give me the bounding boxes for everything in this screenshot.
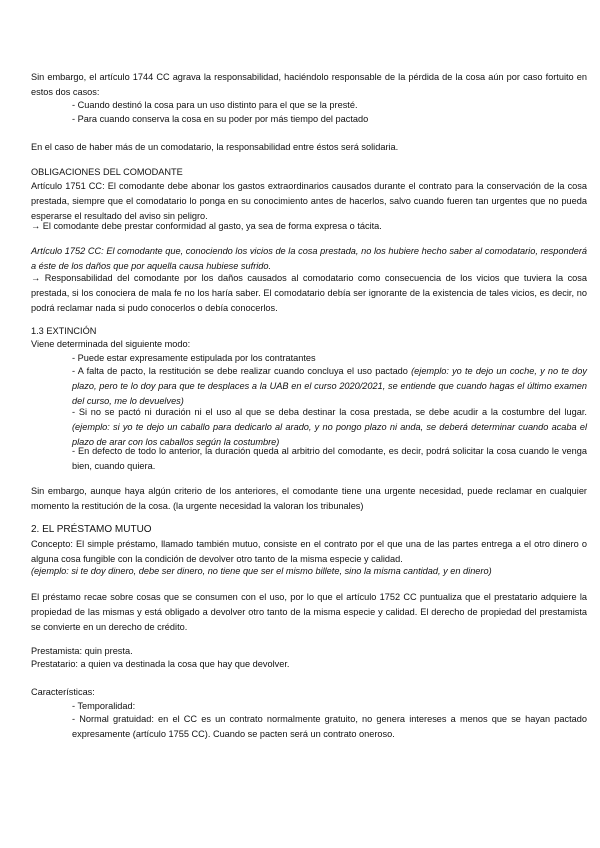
bullet-item: - Para cuando conserva la cosa en su poder por más tiempo del pactado [72, 114, 369, 124]
section-heading: 2. EL PRÉSTAMO MUTUO [31, 524, 152, 535]
paragraph: → El comodante debe prestar conformidad al gasto, ya sea de forma expresa o tácita. [31, 221, 382, 231]
paragraph: El préstamo recae sobre cosas que se consumen con el uso, por lo que el artículo 1752 CC puntualiza que el prestatario adquiere la propiedad de las mismas y está obligado a devolver otro tanto de la misma especie y calidad. El derecho de propiedad del prestamista se convierte en un derecho de crédito. [31, 592, 587, 632]
paragraph: Concepto: El simple préstamo, llamado también mutuo, consiste en el contrato por el que una de las partes entrega a el otro dinero o alguna cosa fungible con la condición de devolver otro tanto de la misma especie y calidad. [31, 539, 587, 564]
paragraph: En el caso de haber más de un comodatario, la responsabilidad entre éstos será solidaria. [31, 142, 399, 152]
paragraph: Sin embargo, aunque haya algún criterio de los anteriores, el comodante tiene una urgente necesidad, puede reclamar en cualquier momento la restitución de la cosa. (la urgente necesidad la valoran los tribunales) [31, 486, 587, 511]
bullet-item: - Si no se pactó ni duración ni el uso al que se deba destinar la cosa prestada, se debe acudir a la costumbre del lugar. (ejemplo: si yo te dejo un caballo para dedicarlo al arado, y no pongo plazo ni anda, se deberá determinar cuando acaba el plazo de arar con los caballos según la costumbre) [72, 407, 587, 447]
paragraph: Características: [31, 687, 95, 697]
paragraph: Prestatario: a quien va destinada la cosa que hay que devolver. [31, 659, 290, 669]
bullet-item: - Puede estar expresamente estipulada por los contratantes [72, 353, 316, 363]
bullet-item: - Normal gratuidad: en el CC es un contrato normalmente gratuito, no genera intereses a menos que se hayan pactado expresamente (artículo 1755 CC). Cuando se pacten será un contrato oneroso. [72, 714, 587, 739]
bullet-item: - En defecto de todo lo anterior, la duración queda al arbitrio del comodante, es decir, podrá solicitar la cosa cuando le venga bien, cuando quiera. [72, 446, 587, 471]
section-heading: 1.3 EXTINCIÓN [31, 326, 97, 336]
paragraph: Sin embargo, el artículo 1744 CC agrava la responsabilidad, haciéndolo responsable de la pérdida de la cosa aún por caso fortuito en estos dos casos: [31, 72, 587, 97]
bullet-item: - Temporalidad: [72, 701, 136, 711]
section-heading: OBLIGACIONES DEL COMODANTE [31, 167, 183, 177]
paragraph: Artículo 1751 CC: El comodante debe abonar los gastos extraordinarios causados durante el contrato para la conservación de la cosa prestada, siempre que el comodatario lo ponga en su conocimiento antes de hacerlos, salvo cuando fueren tan urgentes que no pueda esperarse el resultado del aviso sin peligro. [31, 181, 587, 221]
paragraph: Artículo 1752 CC: El comodante que, conociendo los vicios de la cosa prestada, no los hubiere hecho saber al comodatario, responderá a éste de los daños que por aquella causa hubiese sufrido. [31, 246, 587, 271]
bullet-item: - A falta de pacto, la restitución se debe realizar cuando concluya el uso pactado (ejemplo: yo te dejo un coche, y no te doy plazo, pero te lo doy para que te desplaces a la UAB en el curso 2020/2021, se entiende que cuando hagas el último examen del curso, me lo devuelves) [72, 366, 587, 406]
paragraph: (ejemplo: si te doy dinero, debe ser dinero, no tiene que ser el mismo billete, sino la misma cantidad, y en dinero) [31, 566, 492, 576]
paragraph: → Responsabilidad del comodante por los daños causados al comodatario como consecuencia de los vicios que tuviera la cosa prestada, si los conociera de mala fe no los haría saber. El comodatario debía ser ignorante de la existencia de tales vicios, es decir, no podrá reclamar nada si pudo conocerlos o debía conocerlos. [31, 273, 587, 313]
paragraph: Prestamista: quin presta. [31, 646, 133, 656]
bullet-item: - Cuando destinó la cosa para un uso distinto para el que se la presté. [72, 100, 358, 110]
paragraph: Viene determinada del siguiente modo: [31, 339, 191, 349]
